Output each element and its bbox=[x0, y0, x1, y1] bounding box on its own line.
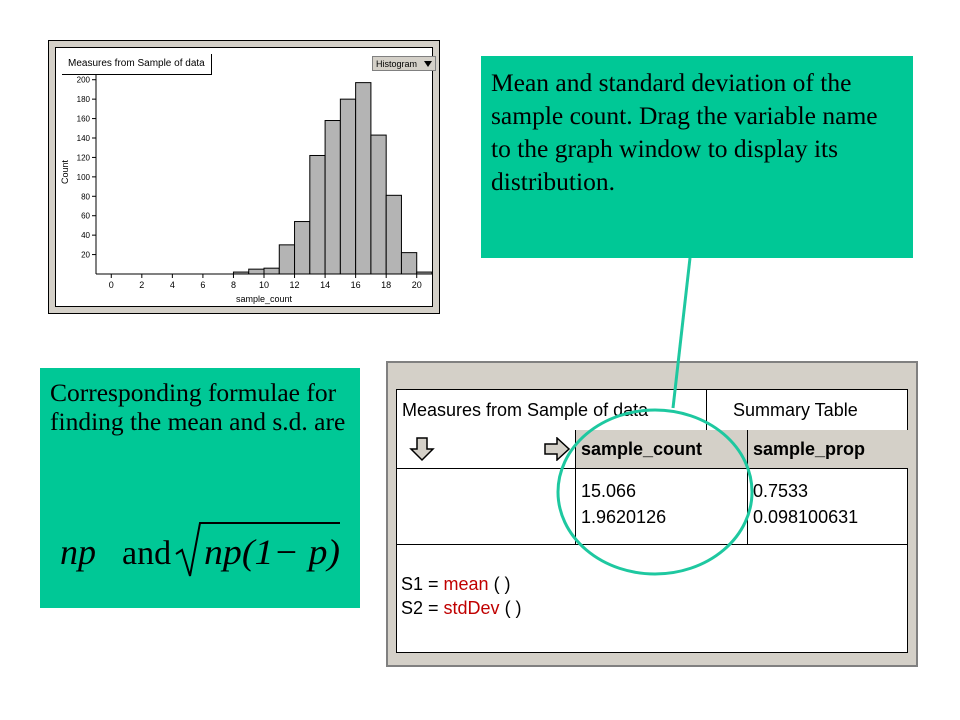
histogram-view-label: Histogram bbox=[376, 59, 418, 69]
histogram-bar bbox=[264, 268, 279, 274]
summary-attribute-row bbox=[397, 430, 907, 469]
formula-s1[interactable] bbox=[401, 572, 511, 596]
histogram-bar bbox=[417, 272, 432, 274]
formula-mean: np bbox=[60, 532, 96, 572]
histogram-bar bbox=[279, 245, 294, 274]
histogram-bar bbox=[371, 135, 386, 274]
histogram-tab-title[interactable]: Measures from Sample of data bbox=[62, 54, 212, 75]
formula-s1-args: ( ) bbox=[488, 574, 511, 594]
histogram-bar bbox=[249, 269, 264, 274]
histogram-view-select[interactable] bbox=[372, 56, 436, 71]
tab-summary-table[interactable]: Summary Table bbox=[733, 400, 858, 420]
histogram-window bbox=[48, 40, 440, 314]
dropdown-arrow-icon bbox=[424, 61, 432, 67]
histogram-bar bbox=[325, 121, 340, 274]
histogram-bar bbox=[401, 253, 416, 274]
y-tick-label: 100 bbox=[76, 172, 90, 182]
histogram-chart bbox=[56, 48, 434, 308]
cell-sd-sample-prop: 0.098100631 bbox=[753, 507, 859, 527]
y-tick-label: 120 bbox=[76, 153, 90, 163]
x-tick-label: 2 bbox=[139, 280, 145, 290]
summary-tabs bbox=[397, 390, 907, 431]
formula-s2[interactable] bbox=[401, 596, 522, 620]
histogram-panel bbox=[55, 47, 433, 307]
y-tick-label: 20 bbox=[81, 250, 90, 260]
formula-sd-radicand: np(1− p) bbox=[204, 532, 340, 572]
histogram-bar bbox=[386, 195, 401, 274]
column-divider bbox=[747, 468, 748, 544]
callout-formulae-text: Corresponding formulae for finding the mean and s.d. are bbox=[50, 378, 346, 436]
x-tick-label: 6 bbox=[200, 280, 206, 290]
histogram-bar bbox=[356, 83, 371, 274]
callout-mean-sd bbox=[481, 56, 913, 258]
x-tick-label: 4 bbox=[169, 280, 175, 290]
summary-data-area bbox=[397, 468, 907, 545]
x-tick-label: 10 bbox=[258, 280, 270, 290]
y-tick-label: 160 bbox=[76, 114, 90, 124]
x-tick-label: 14 bbox=[320, 280, 331, 290]
column-header-sample-count[interactable]: sample_count bbox=[575, 430, 747, 468]
summary-table-panel bbox=[396, 389, 908, 653]
x-tick-label: 0 bbox=[108, 280, 114, 290]
summary-table-window bbox=[386, 361, 918, 667]
right-arrow-icon[interactable] bbox=[543, 437, 571, 461]
formula-and: and bbox=[122, 535, 172, 572]
formula-np-and-sqrt bbox=[58, 520, 348, 582]
formula-s2-lhs: S2 = bbox=[401, 598, 444, 618]
callout-mean-sd-text: Mean and standard deviation of the sample count. Drag the variable name to the graph window to display its distribution. bbox=[491, 68, 878, 196]
histogram-bar bbox=[340, 99, 355, 274]
y-axis-label: Count bbox=[60, 159, 70, 185]
y-tick-label: 40 bbox=[81, 231, 90, 241]
down-arrow-icon[interactable] bbox=[409, 436, 435, 462]
tab-measures[interactable]: Measures from Sample of data bbox=[397, 390, 707, 430]
formula-s1-function: mean bbox=[443, 574, 489, 594]
y-tick-label: 200 bbox=[76, 75, 90, 85]
y-tick-label: 180 bbox=[76, 95, 90, 105]
formula-s1-lhs: S1 = bbox=[401, 574, 444, 594]
y-tick-label: 140 bbox=[76, 134, 90, 143]
column-divider bbox=[575, 468, 576, 544]
x-tick-label: 20 bbox=[411, 280, 422, 290]
y-tick-label: 60 bbox=[81, 211, 90, 221]
formula-s2-function: stdDev bbox=[443, 598, 500, 618]
x-tick-label: 8 bbox=[230, 280, 236, 290]
y-tick-label: 80 bbox=[81, 192, 90, 202]
x-tick-label: 16 bbox=[350, 280, 361, 290]
x-tick-label: 12 bbox=[289, 280, 300, 290]
histogram-bar bbox=[295, 222, 310, 274]
x-tick-label: 18 bbox=[381, 280, 392, 290]
histogram-bar bbox=[310, 155, 325, 274]
cell-mean-sample-prop: 0.7533 bbox=[753, 481, 809, 501]
x-axis-label: sample_count bbox=[235, 294, 293, 304]
histogram-bar bbox=[233, 272, 248, 274]
cell-sd-sample-count: 1.9620126 bbox=[581, 507, 667, 527]
formula-s2-args: ( ) bbox=[499, 598, 522, 618]
cell-mean-sample-count: 15.066 bbox=[581, 481, 637, 501]
column-header-sample-prop[interactable]: sample_prop bbox=[747, 430, 909, 468]
